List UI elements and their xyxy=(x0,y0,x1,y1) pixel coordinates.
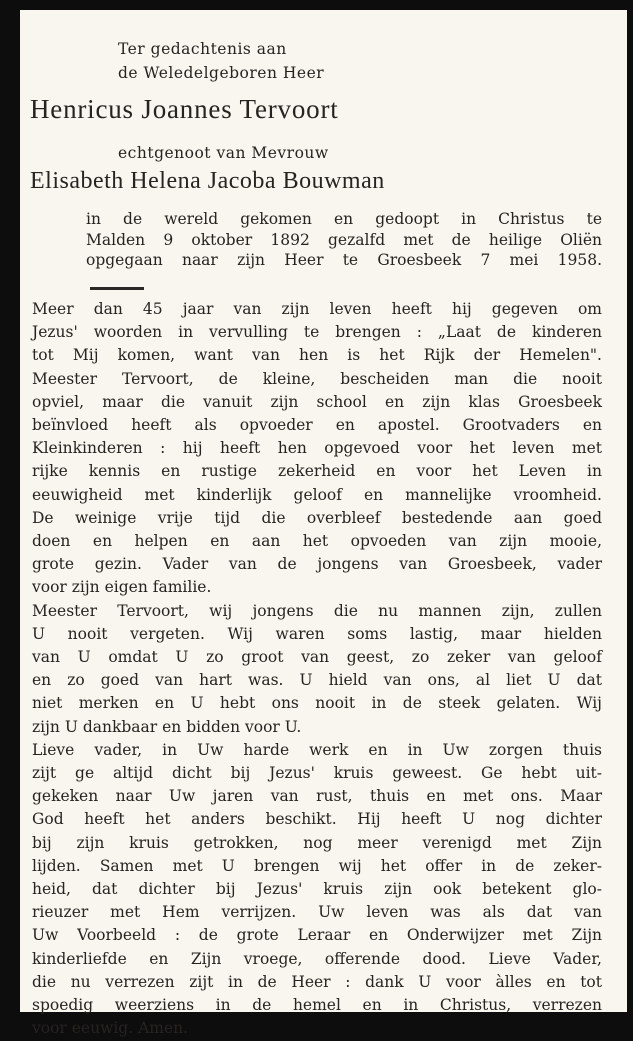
body-line: beïnvloed heeft als opvoeder en apostel. Grootvaders en xyxy=(32,416,602,435)
body-line: opviel, maar die vanuit zijn school en zijn klas Groesbeek xyxy=(32,392,602,411)
body-line: van U omdat U zo groot van geest, zo zeker van geloof xyxy=(32,648,602,667)
body-line: Meester Tervoort, wij jongens die nu mannen zijn, zullen xyxy=(32,601,602,620)
body-line: Jezus' woorden in vervulling te brengen : „Laat de kinderen xyxy=(32,323,602,342)
body-line: niet merken en U hebt ons nooit in de steek gelaten. Wij xyxy=(32,694,602,713)
spouse-intro: echtgenoot van Mevrouw xyxy=(118,144,329,162)
body-line: die nu verrezen zijt in de Heer : dank U voor àlles en tot xyxy=(32,972,602,991)
body-line: rieuzer met Hem verrijzen. Uw leven was als dat van xyxy=(32,903,602,922)
heading-line-2: de Weledelgeboren Heer xyxy=(118,64,325,82)
deceased-name: Henricus Joannes Tervoort xyxy=(30,94,339,124)
birth-death-dates xyxy=(86,209,602,271)
dates-line: opgegaan naar zijn Heer te Groesbeek 7 mei 1958. xyxy=(86,251,602,269)
body-line: De weinige vrije tijd die overbleef bestedende aan goed xyxy=(32,508,602,527)
dates-line: in de wereld gekomen en gedoopt in Christus te xyxy=(86,210,602,228)
body-line: zijt ge altijd dicht bij Jezus' kruis geweest. Ge hebt uit- xyxy=(32,764,602,783)
body-line: U nooit vergeten. Wij waren soms lastig, maar hielden xyxy=(32,624,602,643)
body-line: eeuwigheid met kinderlijk geloof en mannelijke vroomheid. xyxy=(32,485,602,504)
body-line: tot Mij komen, want van hen is het Rijk der Hemelen". xyxy=(32,346,602,365)
body-line: Meester Tervoort, de kleine, bescheiden man die nooit xyxy=(32,369,602,388)
body-line: bij zijn kruis getrokken, nog meer verenigd met Zijn xyxy=(32,833,602,852)
body-line: en zo goed van hart was. U hield van ons, al liet U dat xyxy=(32,671,602,690)
body-line: Uw Voorbeeld : de grote Leraar en Onderwijzer met Zijn xyxy=(32,926,602,945)
body-line: voor eeuwig. Amen. xyxy=(32,1019,189,1038)
heading-line-1: Ter gedachtenis aan xyxy=(118,40,287,58)
body-line: grote gezin. Vader van de jongens van Groesbeek, vader xyxy=(32,555,602,574)
body-line: Meer dan 45 jaar van zijn leven heeft hij gegeven om xyxy=(32,300,602,318)
memorial-text xyxy=(32,298,602,1041)
body-line: voor zijn eigen familie. xyxy=(32,578,212,597)
body-line: heid, dat dichter bij Jezus' kruis zijn ook betekent glo- xyxy=(32,880,602,899)
body-line: Lieve vader, in Uw harde werk en in Uw zorgen thuis xyxy=(32,740,602,759)
divider-rule xyxy=(90,287,144,290)
body-line: God heeft het anders beschikt. Hij heeft U nog dichter xyxy=(32,810,602,829)
body-line: lijden. Samen met U brengen wij het offer in de zeker- xyxy=(32,856,602,875)
spouse-name: Elisabeth Helena Jacoba Bouwman xyxy=(30,168,385,194)
body-line: kinderliefde en Zijn vroege, offerende dood. Lieve Vader, xyxy=(32,949,602,968)
body-line: gekeken naar Uw jaren van rust, thuis en met ons. Maar xyxy=(32,787,602,806)
dates-line: Malden 9 oktober 1892 gezalfd met de heilige Oliën xyxy=(86,230,602,249)
body-line: zijn U dankbaar en bidden voor U. xyxy=(32,717,302,736)
body-line: Kleinkinderen : hij heeft hen opgevoed voor het leven met xyxy=(32,439,602,458)
body-line: spoedig weerziens in de hemel en in Christus, verrezen xyxy=(32,996,602,1015)
memorial-card xyxy=(20,10,627,1038)
body-line: doen en helpen en aan het opvoeden van zijn mooie, xyxy=(32,532,602,551)
body-line: rijke kennis en rustige zekerheid en voor het Leven in xyxy=(32,462,602,481)
